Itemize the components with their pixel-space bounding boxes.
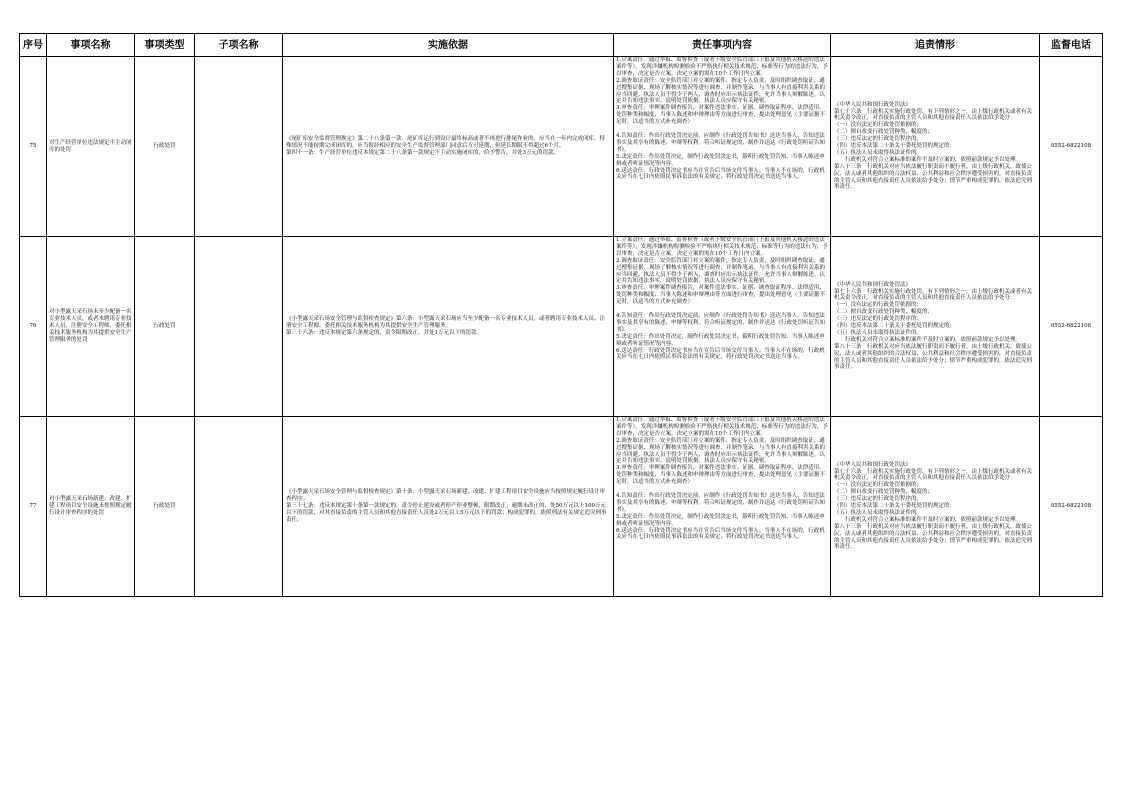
row-basis: 《尾矿库安全监督管理规定》第二十八条第一款：尾矿库运行到设计最终标高或者不再进行排尾作业的，应当在一年内完成闭库。特殊情况不能按期完成闭库的，应当报经相应的安全生产监督管理部门同意后方可延期，但延长期限不得超过6个月。 第四十一条：生产经营单位违反本规定第二十八条第一款规定不主动实施闭库的，给予警告，并处3万元的罚款。 (283, 57, 614, 237)
table-row (20, 57, 1103, 237)
row-phone: 0552-6822108 (1040, 417, 1103, 597)
row-accountability: 《中华人民共和国行政处罚法》 第七十六条 行政机关实施行政处罚，有下列情形之一，由上级行政机关或者有关机关责令改正，对直接负责的主管人员和其他直接责任人员依法给予处分： （一）没有法定的行政处罚依据的； （二）擅自改变行政处罚种类、幅度的； （三）违反法定的行政处罚程序的； （四）违反本法第二十条关于委托处罚的规定的； （五）执法人员未取得执法证件的。 行政机关对符合立案标准的案件不及时立案的，依照前款规定予以处理。 第八十三条 行政机关对应当依法履行职责而不履行者，由上级行政机关，致使公民、法人或者其他组织的合法权益、公共利益和社会秩序遭受损害的，对直接负责的主管人员和其他直接责任人员依法给予处分；情节严重构成犯罪的，依法追究刑事责任。 (831, 417, 1040, 597)
responsibility-table (19, 33, 1103, 597)
row-accountability: 《中华人民共和国行政处罚法》 第七十六条 行政机关实施行政处罚，有下列情形之一，由上级行政机关或者有关机关责令改正，对直接负责的主管人员和其他直接责任人员依法给予处分： （一）没有法定的行政处罚依据的； （二）擅自改变行政处罚种类、幅度的； （三）违反法定的行政处罚程序的； （四）违反本法第二十条关于委托处罚的规定的； （五）执法人员未取得执法证件的。 行政机关对符合立案标准的案件不及时立案的，依照前款规定予以处理。 第八十三条 行政机关对应当依法履行职责而不履行者，由上级行政机关，致使公民、法人或者其他组织的合法权益、公共利益和社会秩序遭受损害的，对直接负责的主管人员和其他直接责任人员依法给予处分；情节严重构成犯罪的，依法追究刑事责任。 (831, 237, 1040, 417)
row-seq: 76 (20, 237, 47, 417)
table-row (20, 417, 1103, 597)
row-seq: 77 (20, 417, 47, 597)
header-phone: 监督电话 (1040, 34, 1103, 57)
row-item-type: 行政处罚 (135, 237, 195, 417)
row-basis: 《小型露天采石场安全管理与监督检查规定》第六条：小型露天采石场应当至少配备一名专业技术人员，或者聘用专业技术人员、注册安全工程师、委托相关技术服务机构为其提供安全生产管理服务。 第三十六条：违反本规定第六条规定的，责令限期改正，并处1万元以下的罚款。 (283, 237, 614, 417)
header-seq: 序号 (20, 34, 47, 57)
row-responsibility: 1.立案责任：通过举报、监督检查（或者下级安全监管部门上报及其他机关移送的违法案件等），发现涉嫌机构检测检验不严格执行相关技术规范、标准等行为的违法行为，予以审查，决定是否立案。决定立案的需在10个工作日内立案。 2.调查取证责任：安全监管部门对立案的案件，指定专人负责，及时组织调查取证，通过搜集证据、现场了解核实情况等进行调查，并制作笔录。与当事人有直接利害关系的应当回避。执法人员不得少于两人，调查时应出示执法证件，允许当事人辩解陈述。认定并告知违法事实，说明处罚依据。执法人员应保守有关秘密。 3.审查责任：审理案件调查报告，对案件违法事实、证据、调查取证程序、法律适用、处罚种类和幅度、当事人陈述和申辩理由等方面进行审查，提出处理意见（主要证据不足时，以适当的方式补充调查） 4.告知责任：作出行政处罚决定前，应制作《行政处罚告知书》送达当事人，告知违法事实及其享有的陈述、申辩等权利。符合听证规定的，制作并送达《行政处罚听证告知书》。 5.决定责任：作出处罚决定，制作行政处罚决定书，载明行政处罚告知、当事人陈述申辩或者听证情况等内容。 6.送达责任：行政处罚决定书应当在宣告后当场交付当事人；当事人不在场的，行政机关应当在七日内依照民事诉讼法的有关规定，将行政处罚决定书送达当事人。 (614, 57, 831, 237)
table-row (20, 237, 1103, 417)
header-item-name: 事项名称 (47, 34, 135, 57)
responsibility-list-sheet (19, 33, 1102, 597)
header-row (20, 34, 1103, 57)
header-responsibility: 责任事项内容 (614, 34, 831, 57)
row-item-type: 行政处罚 (135, 57, 195, 237)
row-item-name: 对小型露天采石场未至少配备一名专业技术人员，或者未聘用专业技术人员、注册安全工程师、委托相关技术服务机构为其提供安全生产管理服务的处罚 (47, 237, 135, 417)
row-item-name: 对生产经营单位违法规定不主动闭库的处罚 (47, 57, 135, 237)
row-basis: 《小型露天采石场安全管理与监督检查规定》第十条：小型露天采石场新建、改建、扩建工程项目安全设施应当按照规定履行设计审查程序。 第三十七条：违反本规定第十条第一款规定的，责令停止建设或者停产停业整顿，限期改正；逾期未改正的，处50万元以上100万元以下的罚款，对其直接负责的主管人员和其他直接责任人员处2万元以上5万元以下的罚款；构成犯罪的，依照刑法有关规定追究刑事责任。 (283, 417, 614, 597)
row-sub-item (195, 417, 283, 597)
row-sub-item (195, 57, 283, 237)
row-seq: 75 (20, 57, 47, 237)
header-accountability: 追责情形 (831, 34, 1040, 57)
header-sub-item: 子项名称 (195, 34, 283, 57)
header-item-type: 事项类型 (135, 34, 195, 57)
row-sub-item (195, 237, 283, 417)
row-phone: 0552-6822108 (1040, 57, 1103, 237)
row-item-name: 对小型露天采石场新建、改建、扩建工程项目安全设施未按照规定履行设计审查程序的处罚 (47, 417, 135, 597)
row-accountability: 《中华人民共和国行政处罚法》 第七十六条 行政机关实施行政处罚，有下列情形之一，由上级行政机关或者有关机关责令改正，对直接负责的主管人员和其他直接责任人员依法给予处分： （一）没有法定的行政处罚依据的； （二）擅自改变行政处罚种类、幅度的； （三）违反法定的行政处罚程序的； （四）违反本法第二十条关于委托处罚的规定的； （五）执法人员未取得执法证件的。 行政机关对符合立案标准的案件不及时立案的，依照前款规定予以处理。 第八十三条 行政机关对应当依法履行职责而不履行者，由上级行政机关，致使公民、法人或者其他组织的合法权益、公共利益和社会秩序遭受损害的，对直接负责的主管人员和其他直接责任人员依法给予处分；情节严重构成犯罪的，依法追究刑事责任。 (831, 57, 1040, 237)
row-phone: 0552-6822108 (1040, 237, 1103, 417)
header-basis: 实施依据 (283, 34, 614, 57)
row-responsibility: 1.立案责任：通过举报、监督检查（或者下级安全监管部门上报及其他机关移送的违法案件等），发现涉嫌机构检测检验不严格执行相关技术规范、标准等行为的违法行为，予以审查，决定是否立案。决定立案的需在10个工作日内立案。 2.调查取证责任：安全监管部门对立案的案件，指定专人负责，及时组织调查取证，通过搜集证据、现场了解核实情况等进行调查，并制作笔录。与当事人有直接利害关系的应当回避。执法人员不得少于两人，调查时应出示执法证件，允许当事人辩解陈述。认定并告知违法事实，说明处罚依据。执法人员应保守有关秘密。 3.审查责任：审理案件调查报告，对案件违法事实、证据、调查取证程序、法律适用、处罚种类和幅度、当事人陈述和申辩理由等方面进行审查，提出处理意见（主要证据不足时，以适当的方式补充调查） 4.告知责任：作出行政处罚决定前，应制作《行政处罚告知书》送达当事人，告知违法事实及其享有的陈述、申辩等权利。符合听证规定的，制作并送达《行政处罚听证告知书》。 5.决定责任：作出处罚决定，制作行政处罚决定书，载明行政处罚告知、当事人陈述申辩或者听证情况等内容。 6.送达责任：行政处罚决定书应当在宣告后当场交付当事人；当事人不在场的，行政机关应当在七日内依照民事诉讼法的有关规定，将行政处罚决定书送达当事人。 (614, 417, 831, 597)
row-responsibility: 1.立案责任：通过举报、监督检查（或者下级安全监管部门上报及其他机关移送的违法案件等），发现涉嫌机构检测检验不严格执行相关技术规范、标准等行为的违法行为，予以审查，决定是否立案。决定立案的需在10个工作日内立案。 2.调查取证责任：安全监管部门对立案的案件，指定专人负责，及时组织调查取证，通过搜集证据、现场了解核实情况等进行调查，并制作笔录。与当事人有直接利害关系的应当回避。执法人员不得少于两人，调查时应出示执法证件，允许当事人辩解陈述。认定并告知违法事实，说明处罚依据。执法人员应保守有关秘密。 3.审查责任：审理案件调查报告，对案件违法事实、证据、调查取证程序、法律适用、处罚种类和幅度、当事人陈述和申辩理由等方面进行审查，提出处理意见（主要证据不足时，以适当的方式补充调查） 4.告知责任：作出行政处罚决定前，应制作《行政处罚告知书》送达当事人，告知违法事实及其享有的陈述、申辩等权利。符合听证规定的，制作并送达《行政处罚听证告知书》。 5.决定责任：作出处罚决定，制作行政处罚决定书，载明行政处罚告知、当事人陈述申辩或者听证情况等内容。 6.送达责任：行政处罚决定书应当在宣告后当场交付当事人；当事人不在场的，行政机关应当在七日内依照民事诉讼法的有关规定，将行政处罚决定书送达当事人。 (614, 237, 831, 417)
row-item-type: 行政处罚 (135, 417, 195, 597)
